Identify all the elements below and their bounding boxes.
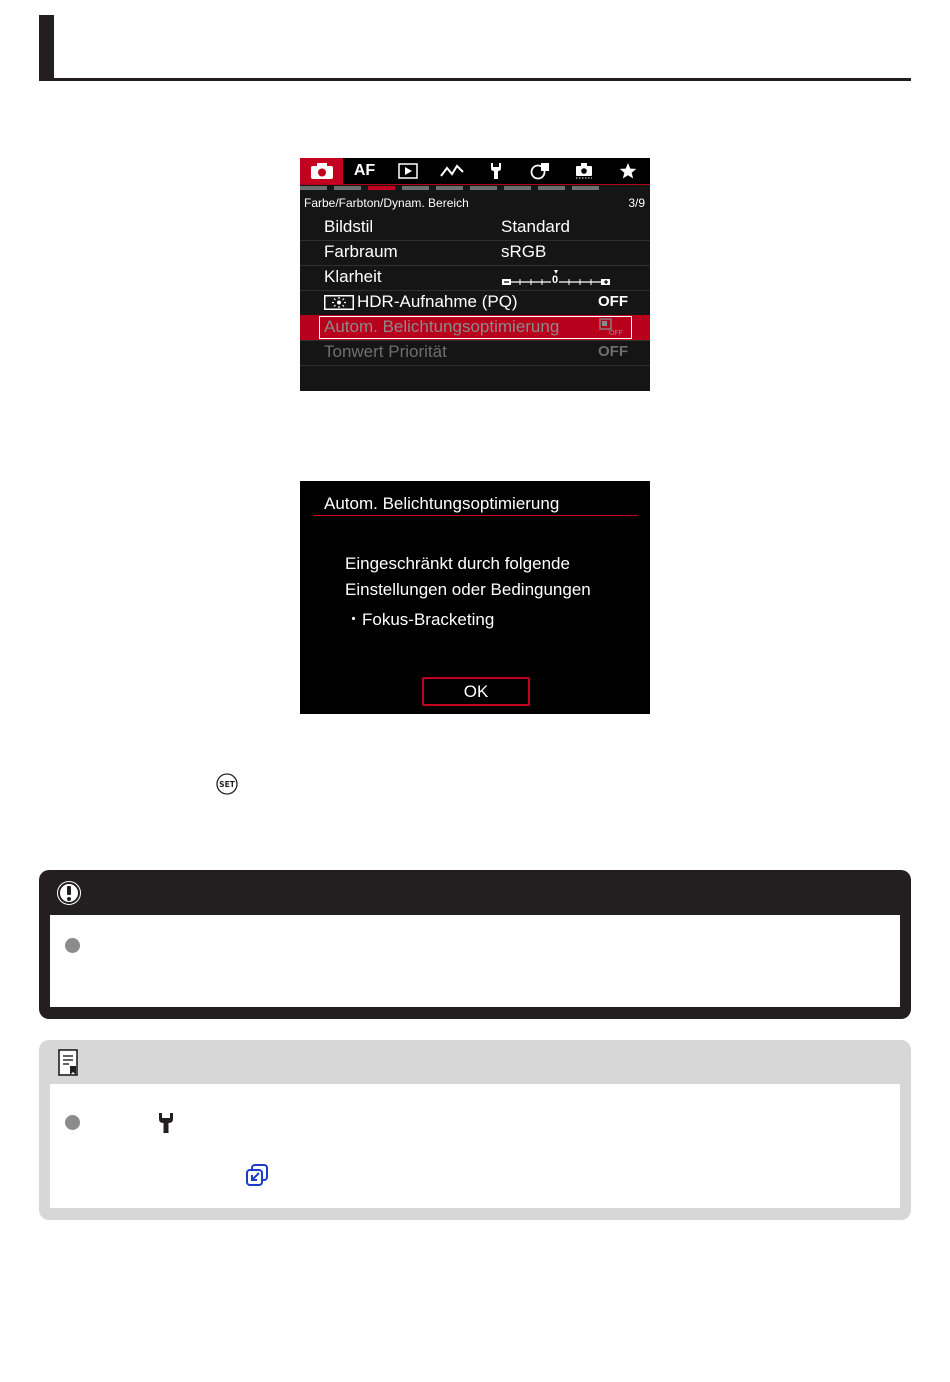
dialog-message-line: Einstellungen oder Bedingungen	[345, 580, 591, 599]
note-bullet	[65, 1115, 80, 1130]
menu-row-tonwert-prioritaet[interactable]	[300, 340, 650, 366]
note-box-body	[50, 1084, 900, 1208]
menu-row-label: Farbraum	[324, 242, 398, 261]
caution-box-body	[50, 915, 900, 1007]
note-memo-icon	[57, 1049, 81, 1077]
page-dot	[402, 186, 429, 190]
page-dot	[504, 186, 531, 190]
page-dots	[300, 186, 650, 191]
menu-row-empty	[300, 365, 650, 390]
wrench-icon	[489, 162, 503, 180]
camera-icon	[310, 162, 334, 180]
alo-off-icon	[599, 318, 621, 336]
tab-playback[interactable]	[386, 158, 429, 184]
tab-shooting[interactable]	[300, 158, 343, 184]
menu-row-label: HDR-Aufnahme (PQ)	[357, 292, 518, 311]
menu-tab-bar	[300, 158, 650, 185]
tab-custom-functions[interactable]	[518, 158, 561, 184]
menu-page-indicator: 3/9	[628, 196, 645, 210]
custom-functions-icon	[530, 162, 550, 180]
playback-icon	[398, 163, 418, 179]
page-dot	[538, 186, 565, 190]
page-dot	[572, 186, 599, 190]
menu-row-label: Autom. Belichtungsoptimierung	[324, 317, 560, 336]
menu-row-klarheit[interactable]	[300, 265, 650, 291]
tab-favorites[interactable]	[606, 158, 649, 184]
menu-section-header	[300, 195, 650, 213]
menu-section-title: Farbe/Farbton/Dynam. Bereich	[304, 196, 469, 210]
set-icon-label: SET	[219, 780, 235, 789]
menu-row-bildstil[interactable]	[300, 215, 650, 241]
menu-row-hdr-pq[interactable]	[300, 290, 650, 316]
menu-row-label: Bildstil	[324, 217, 374, 236]
af-tab-label: AF	[353, 162, 376, 179]
page-dot	[300, 186, 327, 190]
dialog-title: Autom. Belichtungsoptimierung	[324, 494, 560, 513]
camera-menu-screen	[300, 158, 650, 391]
section-heading-rule	[39, 78, 911, 81]
wireless-icon	[440, 164, 464, 178]
menu-row-value: OFF	[598, 293, 628, 310]
tab-my-menu[interactable]	[562, 158, 605, 184]
menu-row-value: sRGB	[501, 242, 547, 261]
dialog-message-line: ・Fokus-Bracketing	[345, 610, 495, 629]
page-dot	[436, 186, 463, 190]
tab-wireless[interactable]	[430, 158, 473, 184]
section-heading-marker	[39, 15, 54, 81]
page-dot	[470, 186, 497, 190]
page-link-icon[interactable]	[245, 1163, 269, 1187]
menu-row-label: Klarheit	[324, 267, 382, 286]
clarity-value: 0	[552, 274, 559, 286]
menu-row-value: Standard	[501, 217, 570, 236]
ok-button[interactable]: OK	[422, 677, 530, 706]
tab-setup[interactable]	[474, 158, 517, 184]
svg-text:OFF: OFF	[609, 329, 623, 337]
hdr-icon	[324, 295, 354, 310]
setup-wrench-icon	[156, 1112, 176, 1134]
menu-row-value: OFF	[598, 343, 628, 360]
star-icon	[619, 162, 637, 180]
caution-icon	[55, 879, 83, 907]
menu-row-farbraum[interactable]	[300, 240, 650, 266]
set-button-icon	[216, 773, 238, 795]
dialog-message-line: Eingeschränkt durch folgende	[345, 554, 570, 573]
dialog-title-rule	[313, 515, 638, 516]
camera-dialog-screen	[300, 481, 650, 714]
page-dot-active	[368, 186, 395, 190]
menu-row-label: Tonwert Priorität	[324, 342, 447, 361]
tab-af[interactable]	[343, 158, 386, 184]
page-dot	[334, 186, 361, 190]
caution-bullet	[65, 938, 80, 953]
menu-row-auto-lighting-optimizer[interactable]	[300, 315, 650, 341]
my-menu-camera-icon	[574, 162, 594, 180]
